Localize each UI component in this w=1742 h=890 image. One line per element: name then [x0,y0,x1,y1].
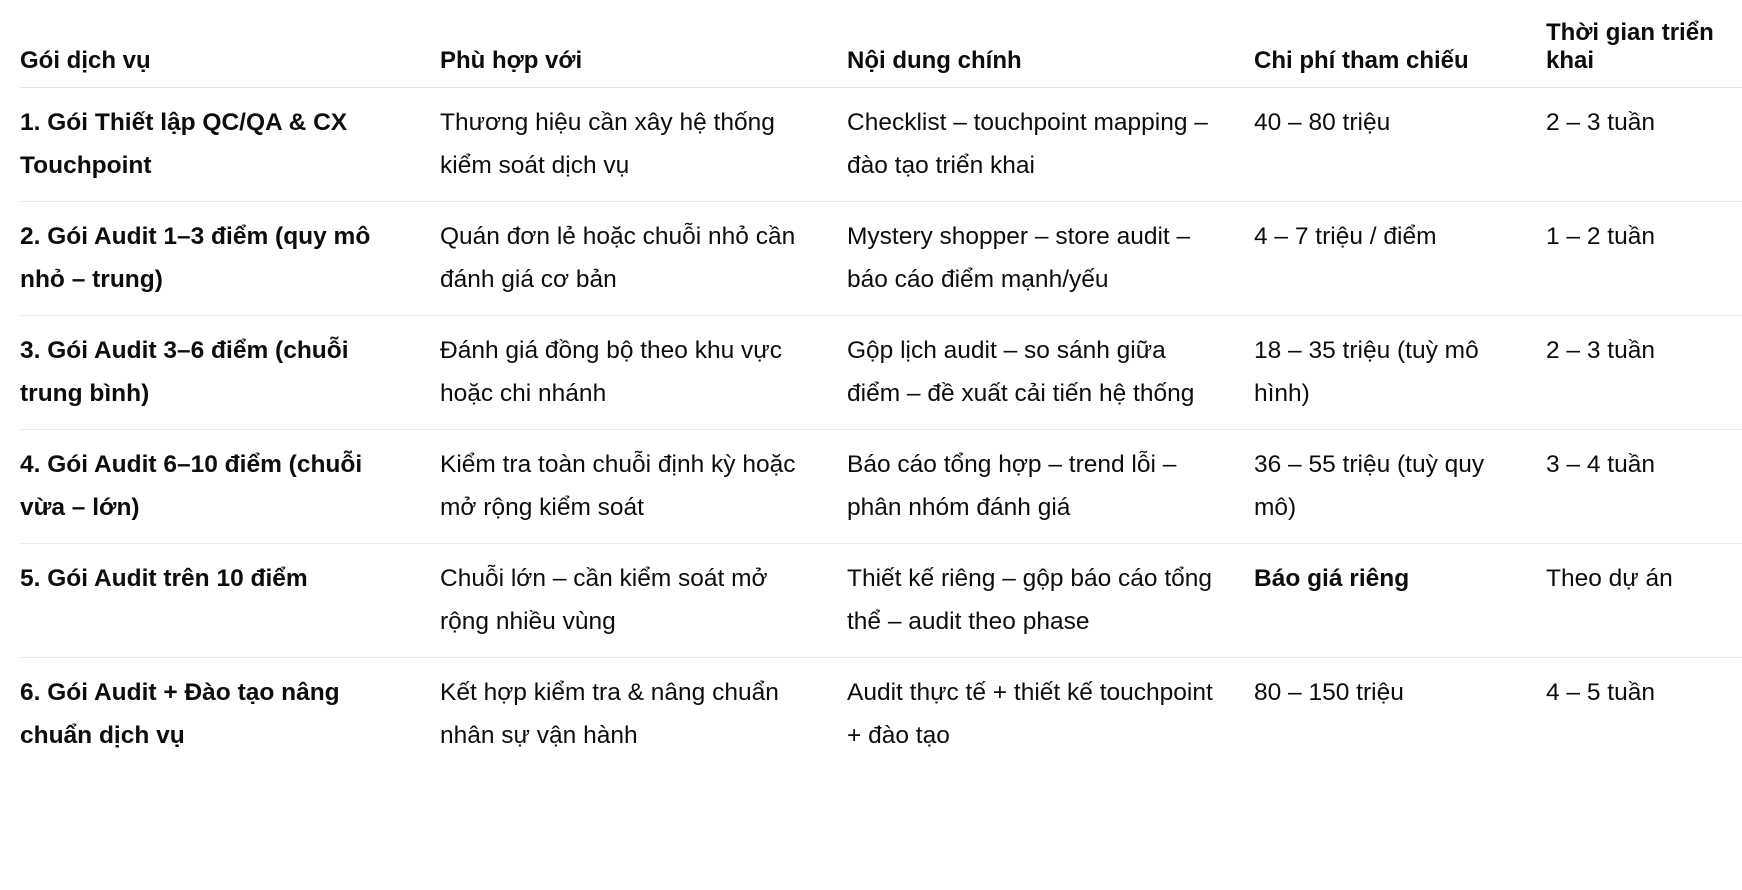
header-content: Nội dung chính [847,0,1254,87]
cell-suitable-for: Kết hợp kiểm tra & nâng chuẩn nhân sự vận hành [440,678,779,749]
cell-package: 1. Gói Thiết lập QC/QA & CX Touchpoint [20,87,440,201]
header-row [20,0,1742,87]
table-body [20,87,1742,771]
cell-cost: 4 – 7 triệu / điểm [1254,201,1546,315]
cell-package: 3. Gói Audit 3–6 điểm (chuỗi trung bình) [20,315,440,429]
cell-cost: 40 – 80 triệu [1254,87,1546,201]
cell-suitable-for: Chuỗi lớn – cần kiểm soát mở rộng nhiều vùng [440,543,847,657]
table-header [20,0,1742,87]
table-row [20,429,1742,543]
table-row [20,87,1742,201]
cell-cost: Báo giá riêng [1254,543,1546,657]
cell-suitable-for: Quán đơn lẻ hoặc chuỗi nhỏ cần đánh giá cơ bản [440,201,847,315]
header-cost: Chi phí tham chiếu [1254,0,1546,87]
service-packages-table-container [20,0,1742,771]
cell-content: Thiết kế riêng – gộp báo cáo tổng thể – audit theo phase [847,543,1254,657]
table-row [20,657,1742,771]
table-row [20,543,1742,657]
cell-package: 5. Gói Audit trên 10 điểm [20,543,440,657]
service-packages-table [20,0,1742,771]
table-row [20,201,1742,315]
cell-duration: 2 – 3 tuần [1546,315,1742,429]
cell-content: Gộp lịch audit – so sánh giữa điểm – đề xuất cải tiến hệ thống [847,315,1254,429]
cell-content: Checklist – touchpoint mapping – đào tạo triển khai [847,87,1254,201]
table-row [20,315,1742,429]
cell-duration: 4 – 5 tuần [1546,678,1655,706]
header-duration: Thời gian triển khai [1546,0,1742,87]
cell-suitable-for: Thương hiệu cần xây hệ thống kiểm soát dịch vụ [440,87,847,201]
cell-content: Mystery shopper – store audit – báo cáo điểm mạnh/yếu [847,201,1254,315]
cell-content: Báo cáo tổng hợp – trend lỗi – phân nhóm đánh giá [847,429,1254,543]
header-package: Gói dịch vụ [20,0,440,87]
cell-duration: Theo dự án [1546,543,1742,657]
cell-duration: 2 – 3 tuần [1546,87,1742,201]
cell-cost: 36 – 55 triệu (tuỳ quy mô) [1254,429,1546,543]
cell-suitable-for: Đánh giá đồng bộ theo khu vực hoặc chi nhánh [440,315,847,429]
cell-package: 6. Gói Audit + Đào tạo nâng chuẩn dịch vụ [20,678,340,749]
cell-package: 2. Gói Audit 1–3 điểm (quy mô nhỏ – trung) [20,201,440,315]
cell-suitable-for: Kiểm tra toàn chuỗi định kỳ hoặc mở rộng kiểm soát [440,429,847,543]
cell-content: Audit thực tế + thiết kế touchpoint + đào tạo [847,678,1213,749]
cell-duration: 1 – 2 tuần [1546,201,1742,315]
cell-cost: 80 – 150 triệu [1254,678,1404,706]
cell-duration: 3 – 4 tuần [1546,429,1742,543]
cell-package: 4. Gói Audit 6–10 điểm (chuỗi vừa – lớn) [20,429,440,543]
cell-cost: 18 – 35 triệu (tuỳ mô hình) [1254,315,1546,429]
header-suitable-for: Phù hợp với [440,0,847,87]
